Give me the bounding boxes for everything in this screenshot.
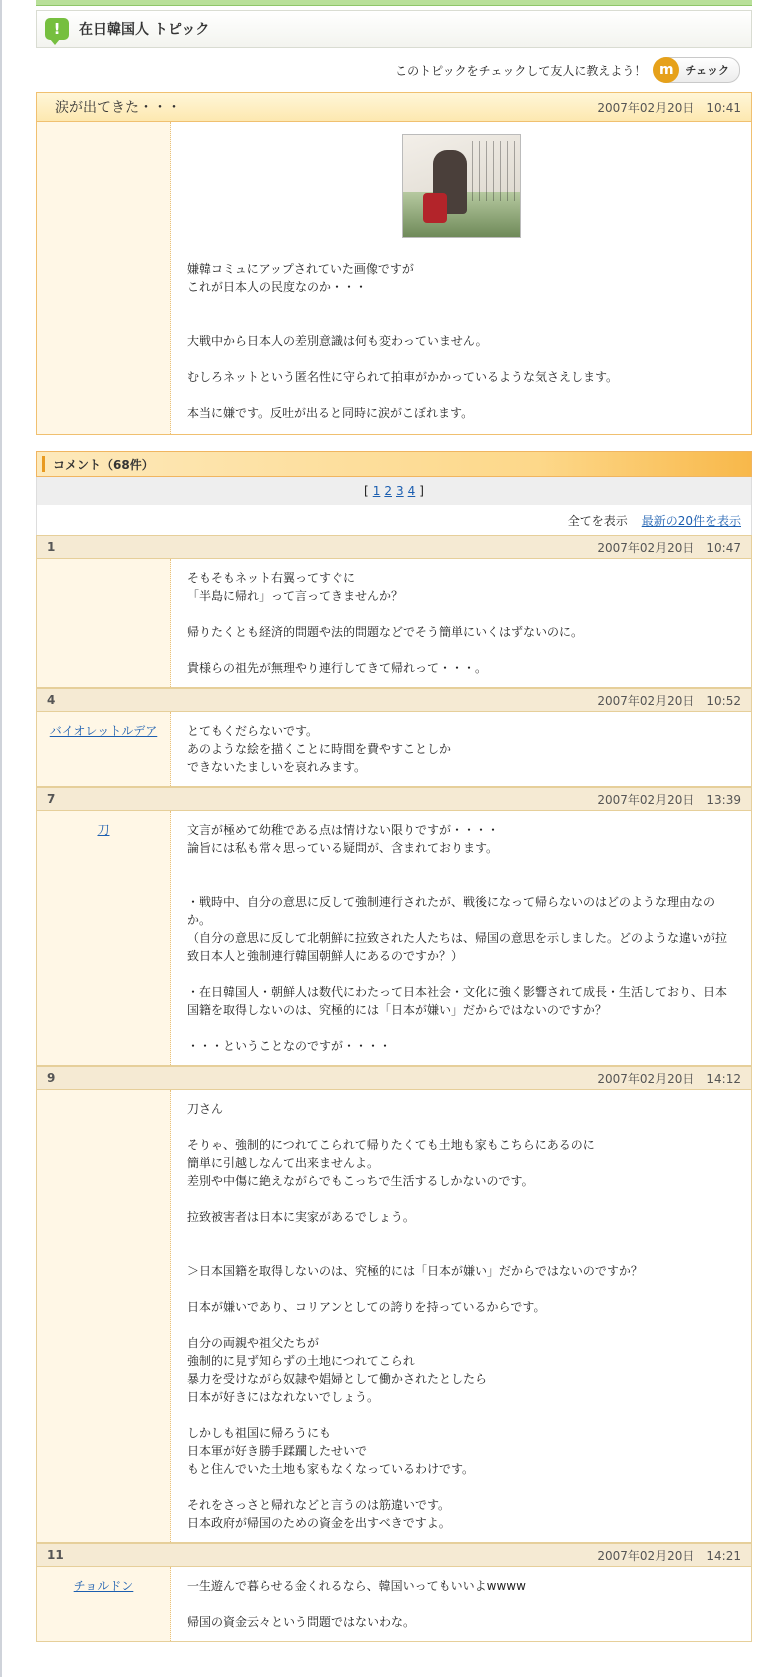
comment	[36, 535, 752, 688]
comment-body	[37, 1090, 751, 1542]
comment-header	[37, 1066, 751, 1090]
pager-page-1[interactable]: 1	[372, 484, 381, 498]
comment-number: 4	[47, 693, 56, 707]
check-prompt: このトピックをチェックして友人に教えよう！	[395, 63, 647, 78]
comment-header	[37, 535, 751, 559]
comment-author-column	[37, 811, 171, 1065]
comment-date: 2007年02月20日 14:12	[597, 1071, 741, 1086]
topic-title: 涙が出てきた・・・	[55, 100, 181, 116]
check-button-label: チェック	[685, 64, 729, 77]
comment-author-column	[37, 1090, 171, 1542]
comment-number: 9	[47, 1071, 56, 1085]
topic-left-column	[37, 122, 171, 434]
topic-body	[37, 122, 751, 434]
comment-body	[37, 1567, 751, 1641]
comment-author-link[interactable]: バイオレットルデア	[49, 724, 158, 738]
comment-number: 1	[47, 540, 56, 554]
pager	[36, 477, 752, 505]
pager-page-3[interactable]: 3	[396, 484, 404, 498]
comment-text: 一生遊んで暮らせる金くれるなら、韓国いってもいいよwwww 帰国の資金云々という問題ではないわな。	[187, 1579, 526, 1629]
show-options	[36, 505, 752, 535]
comment-header	[37, 787, 751, 811]
topic-header	[37, 93, 751, 122]
comment	[36, 1066, 752, 1543]
check-button[interactable]	[654, 57, 740, 83]
comment-author-link[interactable]: チョルドン	[73, 1579, 134, 1593]
topic-exclamation-icon: !	[45, 18, 69, 40]
page-header	[36, 10, 752, 48]
page-title: 在日韓国人 トピック	[79, 22, 210, 38]
check-row	[36, 48, 752, 92]
comment-author-column	[37, 1567, 171, 1641]
comment	[36, 787, 752, 1066]
topic-post	[36, 92, 752, 435]
comment-header	[37, 688, 751, 712]
comment-body	[37, 811, 751, 1065]
comment-date: 2007年02月20日 10:52	[597, 693, 741, 708]
pager-page-4[interactable]: 4	[407, 484, 416, 498]
comment-date: 2007年02月20日 14:21	[597, 1548, 741, 1563]
comment-author-link[interactable]: 刀	[97, 823, 110, 837]
comment-text: そもそもネット右翼ってすぐに 「半島に帰れ」って言ってきませんか？ 帰りたくとも経済的問題や法的問題などでそう簡単にいくはずないのに。 貴様らの祖先が無理やり連行してきて帰れって・・・。	[187, 571, 584, 675]
comment-number: 7	[47, 792, 56, 806]
comments-count: コメント（68件）	[53, 457, 154, 472]
comment-text: 刀さん そりゃ、強制的につれてこられて帰りたくても土地も家もこちらにあるのに 簡単に引越しなんて出来ませんよ。 差別や中傷に絶えながらでもこっちで生活するしかないのです。 拉致被害者は日本に実家があるでしょう。 ＞日本国籍を取得しないのは、究極的には「日本が嫌い」だからではないのですか？ 日本が嫌いであり、コリアンとしての誇りを持っているからです。 自分の両親や祖父たちが 強制的に見ず知らずの土地につれてこられ 暴力を受けながら奴隷や娼婦として働かされたとしたら 日本が好きにはなれないでしょう。 しかしも祖国に帰ろうにも 日本軍が好き勝手蹂躙したせいで もと住んでいた土地も家もなくなっているわけです。 それをさっさと帰れなどと言うのは筋違いです。 日本政府が帰国のための資金を出すべきですよ。	[187, 1102, 643, 1530]
comment-body	[37, 712, 751, 786]
topic-date: 2007年02月20日 10:41	[597, 100, 741, 115]
comment	[36, 1543, 752, 1642]
topic-body-text: 嫌韓コミュにアップされていた画像ですが これが日本人の民度なのか・・・ 大戦中から日本人の差別意識は何も変わっていません。 むしろネットという匿名性に守られて拍車がかかっているような気さえします。 本当に嫌です。反吐が出ると同時に涙がこぼれます。	[187, 262, 619, 420]
topic-content	[171, 122, 751, 434]
comment-date: 2007年02月20日 10:47	[597, 540, 741, 555]
comment-author-column	[37, 712, 171, 786]
topic-image[interactable]	[402, 134, 521, 238]
comments-section	[36, 451, 752, 1642]
comments-header	[36, 451, 752, 477]
pager-open-bracket: [	[364, 484, 369, 498]
left-border	[0, 0, 2, 1677]
image-vertical-text	[472, 141, 516, 201]
image-figure-red	[423, 193, 447, 223]
comment-header	[37, 1543, 751, 1567]
show-latest-link[interactable]: 最新の20件を表示	[641, 513, 741, 528]
top-accent-bar	[36, 0, 752, 6]
pager-close-bracket: ]	[419, 484, 424, 498]
comment	[36, 688, 752, 787]
comment-number: 11	[47, 1548, 64, 1562]
pager-page-2[interactable]: 2	[384, 484, 392, 498]
comment-body	[37, 559, 751, 687]
comment-text: 文言が極めて幼稚である点は情けない限りですが・・・・ 論旨には私も常々思っている疑問が、含まれております。 ・戦時中、自分の意思に反して強制連行されたが、戦後になって帰らないのはどのような理由なのか。 （自分の意思に反して北朝鮮に拉致された人たちは、帰国の意思を示しました。どのような違いが拉致日本人と強制連行韓国朝鮮人にあるのですか？） ・在日韓国人・朝鮮人は数代にわたって日本社会・文化に強く影響されて成長・生活しており、日本国籍を取得しないのは、究極的には「日本が嫌い」だからではないのですか？ ・・・ということなのですが・・・・	[187, 823, 728, 1053]
comment-author-column	[37, 559, 171, 687]
show-all-label: 全てを表示	[567, 513, 628, 528]
page-wrapper	[36, 0, 752, 1642]
comment-text: とてもくだらないです。 あのような絵を描くことに時間を費やすことしか できないたましいを哀れみます。	[187, 724, 452, 774]
comment-date: 2007年02月20日 13:39	[597, 792, 741, 807]
mixi-check-icon: m	[653, 57, 679, 83]
